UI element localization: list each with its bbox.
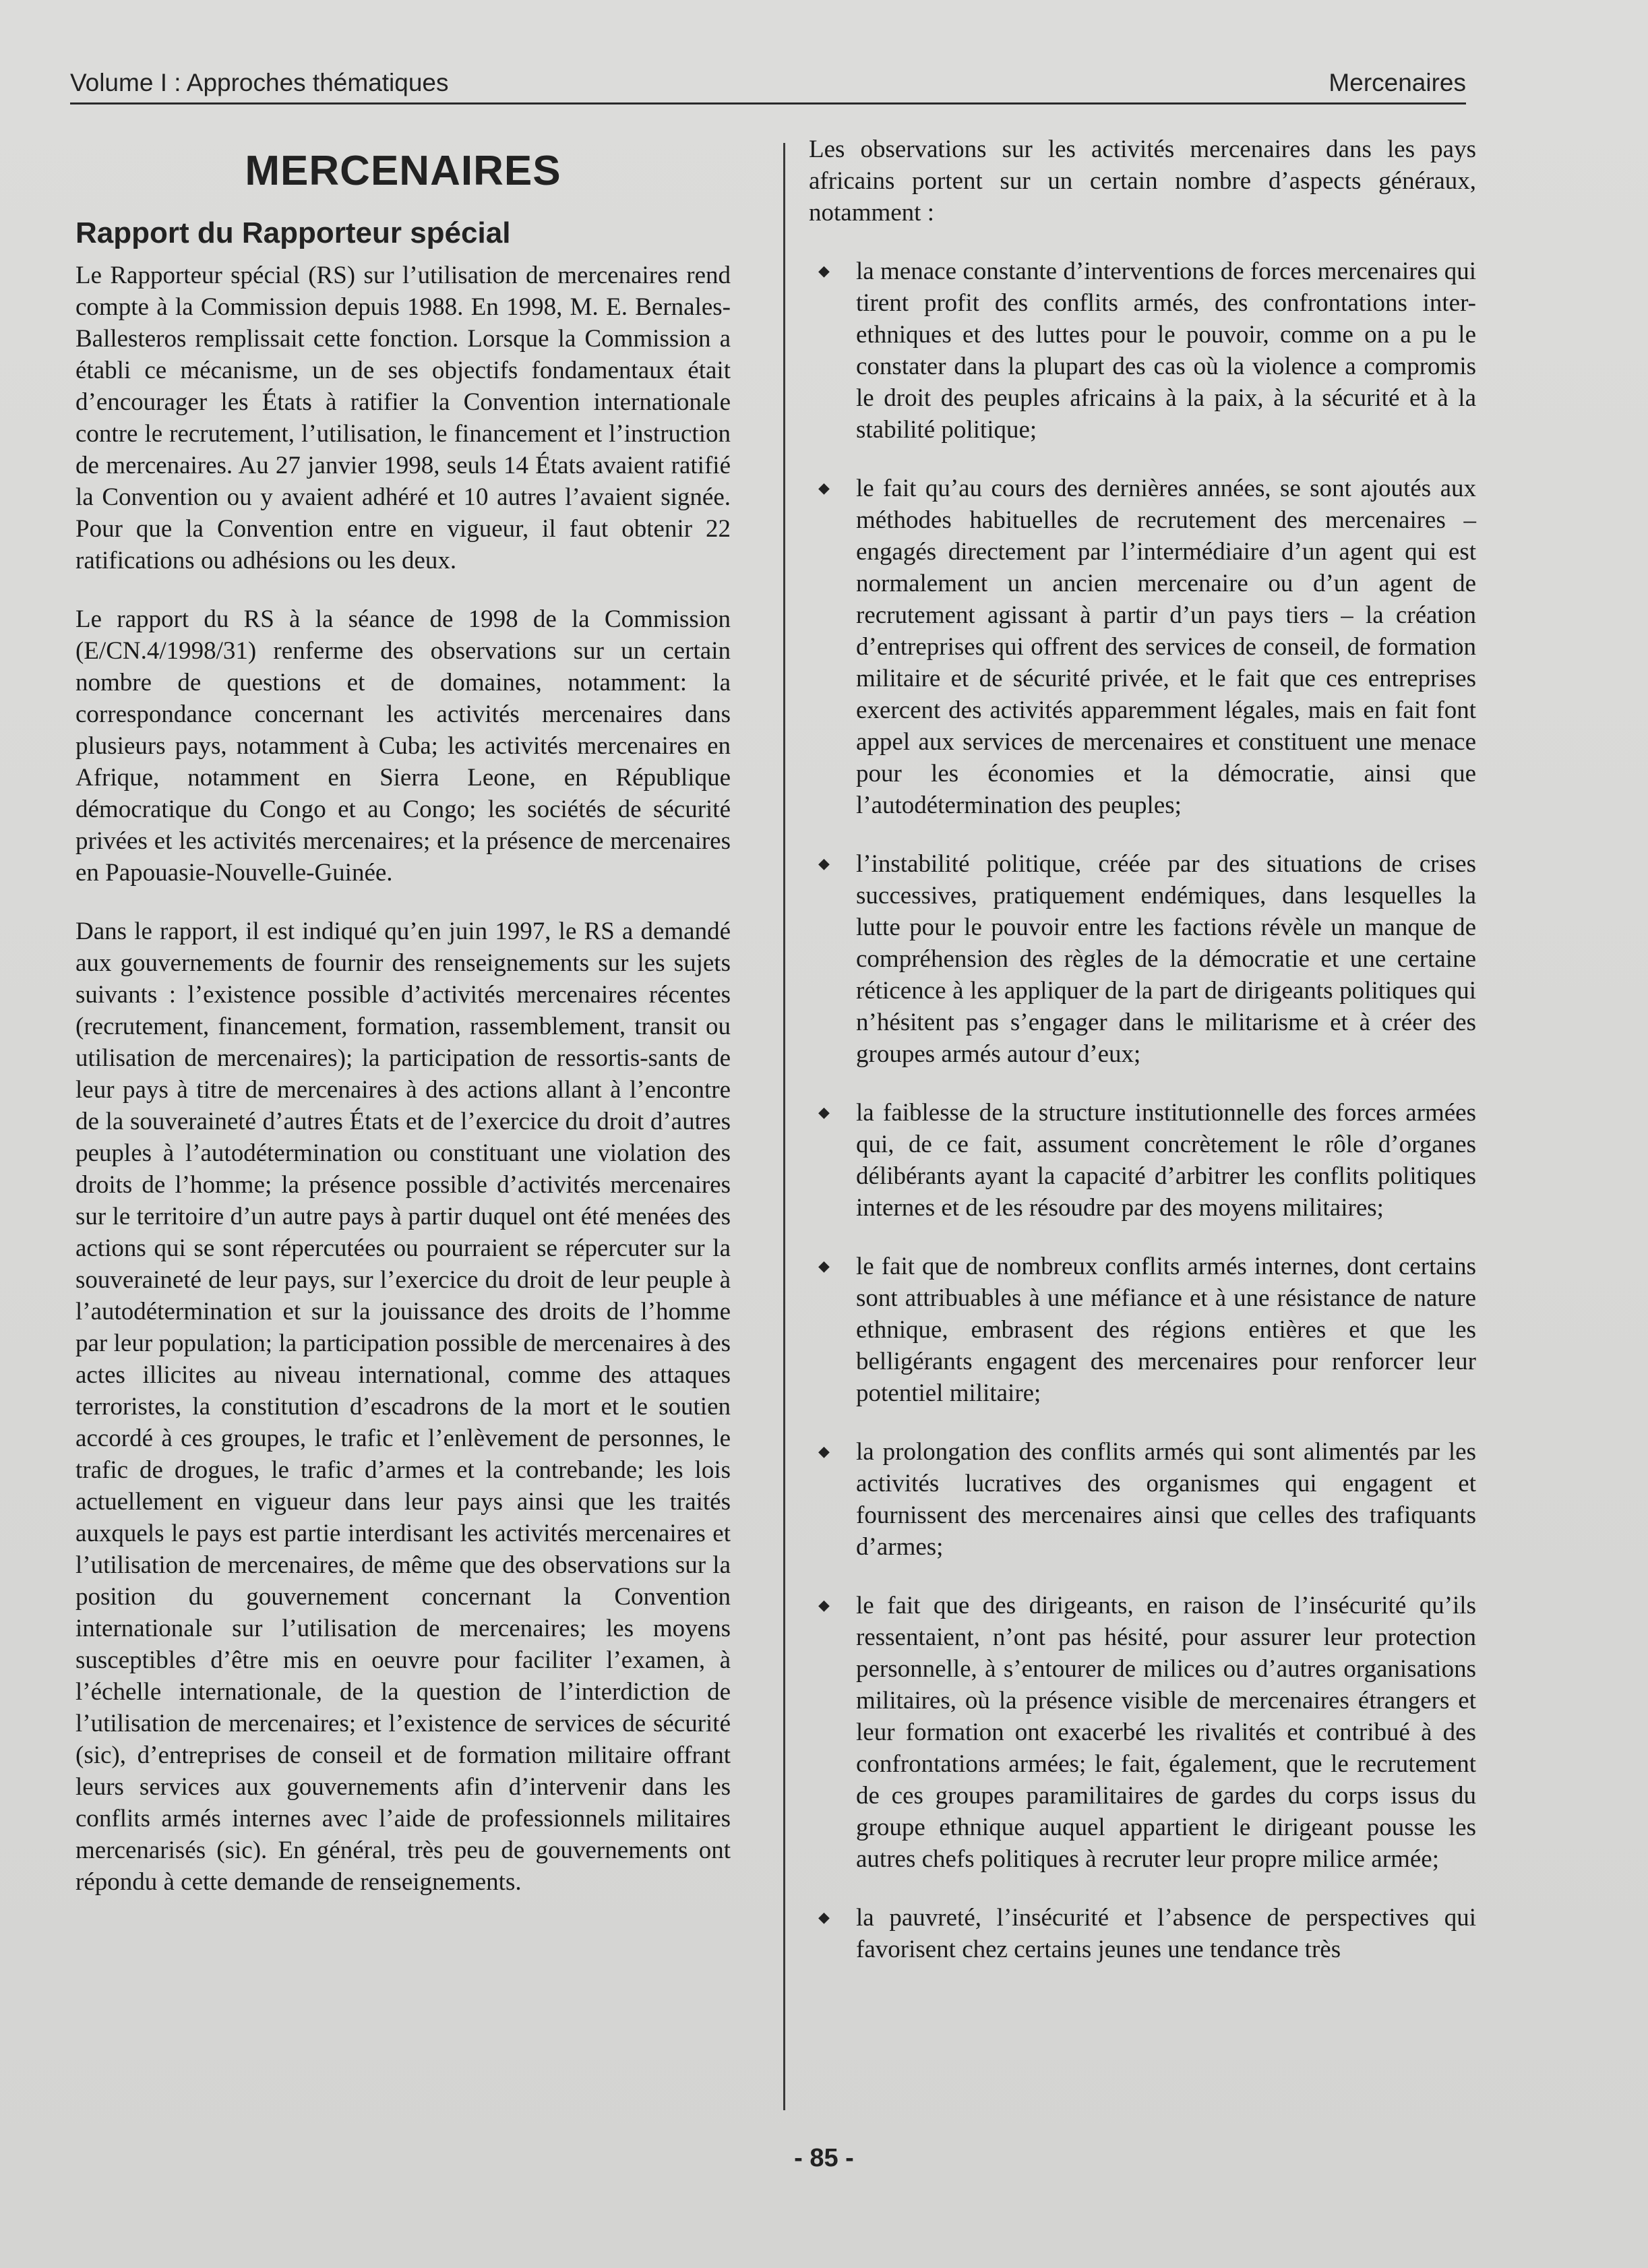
list-item-text: la menace constante d’interventions de forces mercenaires qui tirent profit des conflits armés, des confrontations inter-ethniques et des luttes pour le pouvoir, comme on a pu le constater dans la plupart des cas où la violence a compromis le droit des peuples africains à la paix, à la sécurité et à la stabilité politique; bbox=[856, 258, 1476, 444]
list-item-text: la pauvreté, l’insécurité et l’absence de perspectives qui favorisent chez certains jeunes une tendance très bbox=[856, 1904, 1476, 1963]
section-subtitle: Rapport du Rapporteur spécial bbox=[75, 216, 511, 249]
list-item bbox=[809, 848, 1476, 1070]
list-item-text: la prolongation des conflits armés qui sont alimentés par les activités lucratives des organismes qui engagent et fournissent des mercenaires ainsi que celles des trafiquants d’armes; bbox=[856, 1438, 1476, 1561]
list-item bbox=[809, 1902, 1476, 1965]
diamond-bullet-icon: ◆ bbox=[818, 1104, 830, 1121]
diamond-bullet-icon: ◆ bbox=[818, 1596, 830, 1613]
diamond-bullet-icon: ◆ bbox=[818, 855, 830, 872]
list-item bbox=[809, 1436, 1476, 1563]
page-title: MERCENAIRES bbox=[245, 148, 561, 194]
list-item-text: l’instabilité politique, créée par des situations de crises successives, pratiquement endémiques, dans lesquelles la lutte pour le pouvoir entre les factions révèle un manque de compréhension des règles de la démocratie et une certaine réticence à les appliquer de la part de dirigeants politiques qui n’hésitent pas s’engager dans le militarisme et à créer des groupes armés autour d’eux; bbox=[856, 850, 1476, 1068]
observations-list bbox=[809, 256, 1476, 1965]
paragraph-requests: Dans le rapport, il est indiqué qu’en juin 1997, le RS a demandé aux gouvernements de fournir des renseignements sur les sujets suivants : l’existence possible d’activités mercenaires récentes (recrutement, financement, formation, rassemblement, transit ou utilisation de mercenaires); la participation de ressortis-sants de leur pays à titre de mercenaires à des actions allant à l’encontre de la souveraineté d’autres États et de l’exercice du droit d’autres peuples à l’autodétermination ou constituant une violation des droits de l’homme; la présence possible d’activités mercenaires sur le territoire d’un autre pays à partir duquel ont été menées des actions qui se sont répercutées ou pourraient se répercuter sur la souveraineté de leur pays, sur l’exercice du droit de leur peuple à l’autodétermination et sur la jouissance des droits de l’homme par leur population; la participation possible de mercenaires à des actes illicites au niveau international, comme des attaques terroristes, la constitution d’escadrons de la mort et le soutien accordé à ces groupes, le trafic et l’enlèvement de personnes, le trafic de drogues, le trafic d’armes et la contrebande; les lois actuellement en vigueur dans leur pays ainsi que les traités auxquels le pays est partie interdisant les activités mercenaires et l’utilisation de mercenaires, de même que des observations sur la position du gouvernement concernant la Convention internationale sur l’utilisation de mercenaires; les moyens susceptibles d’être mis en oeuvre pour faciliter l’examen, à l’échelle internationale, de la question de l’interdiction de l’utilisation de mercenaires; et l’existence de services de sécurité (sic), d’entreprises de conseil et de formation militaire offrant leurs services aux gouvernements afin d’intervenir dans les conflits armés internes avec l’aide de professionnels militaires mercenarisés (sic). En général, très peu de gouvernements ont répondu à cette demande de renseignements. bbox=[75, 918, 731, 1896]
paragraph-observations: Les observations sur les activités mercenaires dans les pays africains portent sur un certain nombre d’aspects généraux, notamment : bbox=[809, 136, 1476, 227]
diamond-bullet-icon: ◆ bbox=[818, 479, 830, 496]
list-item-text: le fait que des dirigeants, en raison de l’insécurité qu’ils ressentaient, n’ont pas hésité, pour assurer leur protection personnelle, à s’entourer de milices ou d’autres organisations militaires, où la présence visible de mercenaires étrangers et leur formation ont exacerbé les rivalités et contribué à des confrontations armées; le fait, également, que le recrutement de ces groupes paramilitaires de gardes du corps issus du groupe ethnique auquel appartient le dirigeant pousse les autres chefs politiques à recruter leur propre milice armée; bbox=[856, 1592, 1476, 1873]
page-number: - 85 - bbox=[794, 2144, 854, 2172]
column-divider bbox=[783, 143, 785, 2110]
running-header bbox=[70, 62, 1466, 105]
list-item-text: la faiblesse de la structure institutionnelle des forces armées qui, de ce fait, assument concrètement le rôle d’organes délibérants ayant la capacité d’arbitrer les conflits politiques internes et de les résoudre par des moyens militaires; bbox=[856, 1099, 1476, 1222]
paragraph-report: Le rapport du RS à la séance de 1998 de la Commission (E/CN.4/1998/31) renferme des observations sur un certain nombre de questions et de domaines, notamment: la correspondance concernant les activités mercenaires dans plusieurs pays, notamment à Cuba; les activités mercenaires en Afrique, notamment en Sierra Leone, en République démocratique du Congo et au Congo; les sociétés de sécurité privées et les activités mercenaires; et la présence de mercenaires en Papouasie-Nouvelle-Guinée. bbox=[75, 605, 731, 887]
diamond-bullet-icon: ◆ bbox=[818, 1443, 830, 1460]
list-item bbox=[809, 256, 1476, 446]
list-item-text: le fait qu’au cours des dernières années, se sont ajoutés aux méthodes habituelles de recrutement des mercenaires – engagés directement par l’intermédiaire d’un agent qui est normalement un ancien mercenaire ou d’un agent de recrutement agissant à partir d’un pays tiers – la création d’entreprises qui offrent des services de conseil, de formation militaire et de sécurité privée, et le fait que ces entreprises exercent des activités apparemment légales, mais en fait font appel aux services de mercenaires et constituent une menace pour les économies et la démocratie, ainsi que l’autodétermination des peuples; bbox=[856, 475, 1476, 819]
list-item bbox=[809, 1251, 1476, 1409]
right-column bbox=[809, 133, 1476, 1992]
header-section-title: Mercenaires bbox=[1329, 69, 1466, 96]
left-column bbox=[75, 139, 731, 1925]
list-item-text: le fait que de nombreux conflits armés internes, dont certains sont attribuables à une méfiance et à une résistance de nature ethnique, embrasent des régions entières et que les belligérants engagent des mercenaires pour renforcer leur potentiel militaire; bbox=[856, 1253, 1476, 1407]
header-volume-title: Volume I : Approches thématiques bbox=[70, 69, 449, 96]
list-item bbox=[809, 473, 1476, 821]
list-item bbox=[809, 1590, 1476, 1875]
diamond-bullet-icon: ◆ bbox=[818, 1909, 830, 1926]
diamond-bullet-icon: ◆ bbox=[818, 1257, 830, 1274]
paragraph-intro: Le Rapporteur spécial (RS) sur l’utilisation de mercenaires rend compte à la Commission depuis 1988. En 1998, M. E. Bernales-Ballesteros remplissait cette fonction. Lorsque la Commission a établi ce mécanisme, un de ses objectifs fondamentaux était d’encourager les États à ratifier la Convention internationale contre le recrutement, l’utilisation, le financement et l’instruction de mercenaires. Au 27 janvier 1998, seuls 14 États avaient ratifié la Convention ou y avaient adhéré et 10 autres l’avaient signée. Pour que la Convention entre en vigueur, il faut obtenir 22 ratifications ou adhésions ou les deux. bbox=[75, 262, 731, 574]
diamond-bullet-icon: ◆ bbox=[818, 262, 830, 279]
list-item bbox=[809, 1097, 1476, 1224]
